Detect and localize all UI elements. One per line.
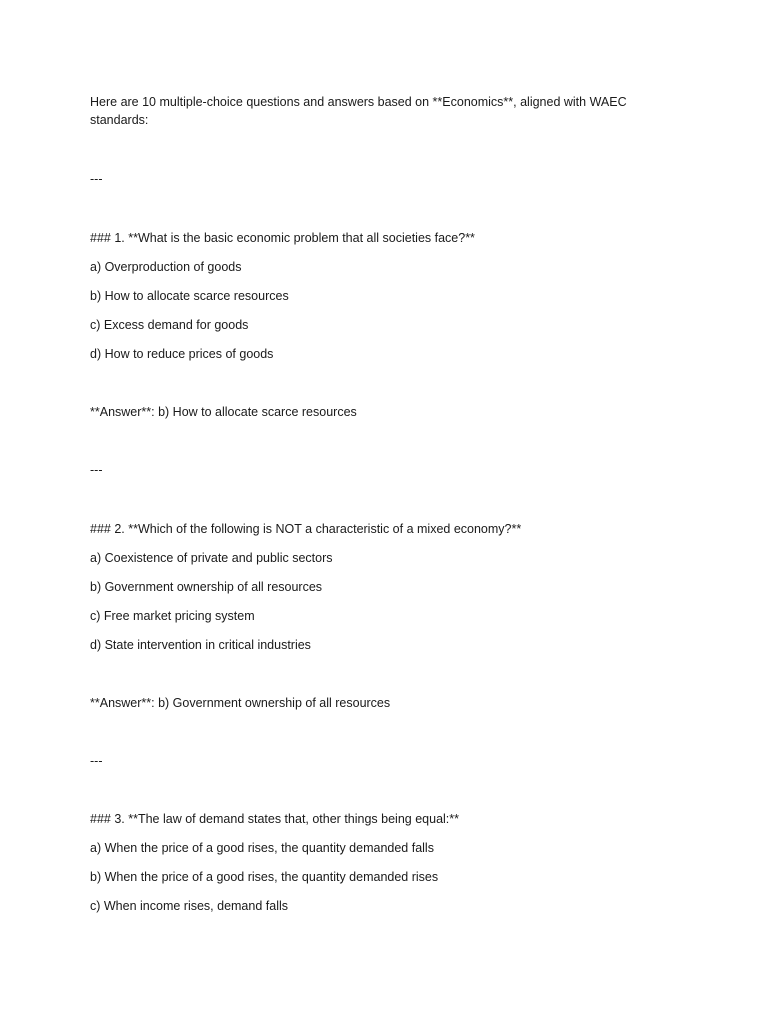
question-2-answer: **Answer**: b) Government ownership of all resources [90, 696, 391, 710]
question-1-option-d: d) How to reduce prices of goods [90, 347, 274, 361]
question-2-option-c: c) Free market pricing system [90, 609, 255, 623]
question-2-option-b: b) Government ownership of all resources [90, 580, 323, 594]
question-3-option-a: a) When the price of a good rises, the quantity demanded falls [90, 841, 434, 855]
question-1-option-a: a) Overproduction of goods [90, 260, 242, 274]
question-3-heading: ### 3. **The law of demand states that, other things being equal:** [90, 812, 459, 826]
separator: --- [90, 754, 103, 768]
question-3-option-b: b) When the price of a good rises, the quantity demanded rises [90, 870, 439, 884]
question-1-answer: **Answer**: b) How to allocate scarce resources [90, 405, 357, 419]
question-1-option-c: c) Excess demand for goods [90, 318, 249, 332]
separator: --- [90, 172, 103, 186]
separator: --- [90, 463, 103, 477]
intro-paragraph: Here are 10 multiple-choice questions and answers based on **Economics**, aligned with WAEC standards: [90, 95, 631, 127]
question-2-option-d: d) State intervention in critical industries [90, 638, 311, 652]
question-1-option-b: b) How to allocate scarce resources [90, 289, 289, 303]
question-2-option-a: a) Coexistence of private and public sectors [90, 551, 333, 565]
question-1-heading: ### 1. **What is the basic economic problem that all societies face?** [90, 231, 475, 245]
question-3-option-c: c) When income rises, demand falls [90, 899, 288, 913]
question-2-heading: ### 2. **Which of the following is NOT a characteristic of a mixed economy?** [90, 522, 522, 536]
